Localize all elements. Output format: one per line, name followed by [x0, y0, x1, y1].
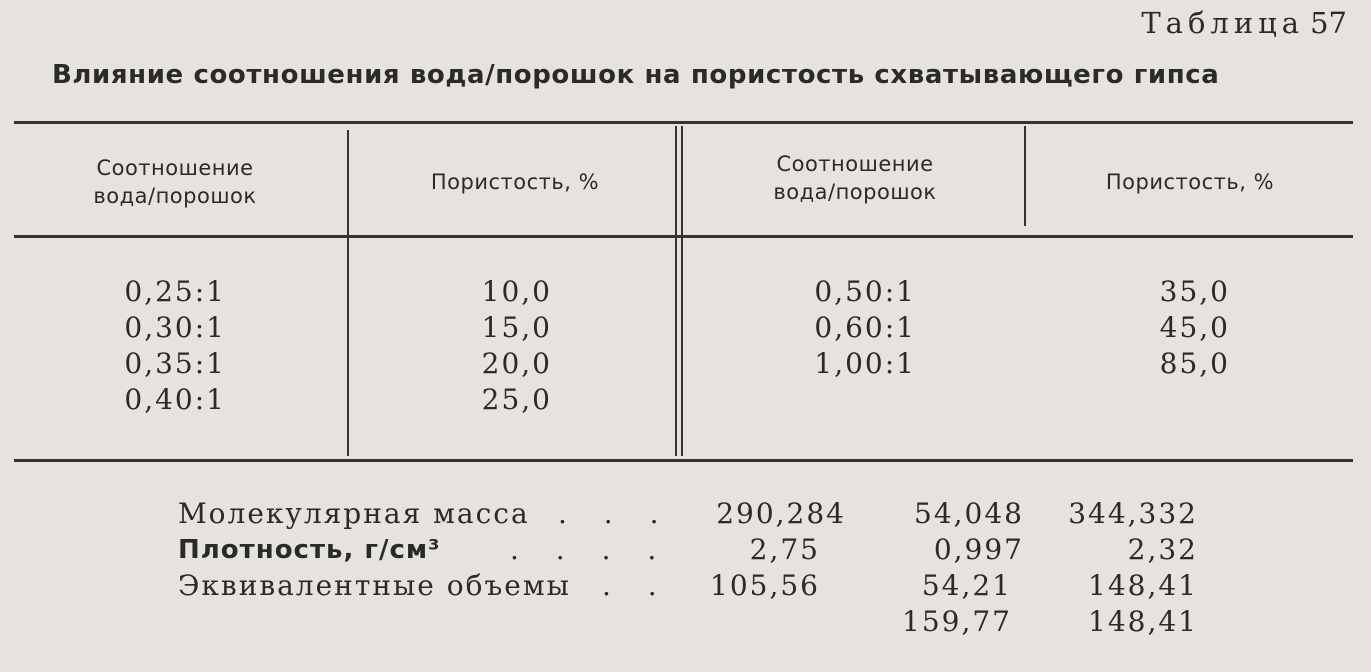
column-header-porosity-right [1060, 168, 1320, 196]
table-cell: 0,60:1 [814, 311, 916, 344]
table-cell: 25,0 [481, 383, 552, 416]
summary-label: Плотность, г/см³ [178, 535, 441, 565]
header-line: вода/порошок [773, 180, 937, 204]
porosity-column-left [420, 274, 552, 418]
summary-value: 344,332 [1068, 497, 1198, 530]
table-number-label [1141, 6, 1347, 40]
porosity-column-right [1100, 274, 1230, 382]
summary-value: 2,32 [1127, 533, 1198, 566]
summary-label: Молекулярная масса [178, 497, 530, 530]
double-divider-right [681, 126, 683, 456]
header-line: Пористость, % [1105, 170, 1275, 194]
table-cell: 0,30:1 [124, 311, 226, 344]
table-title: Влияние соотношения вода/порошок на пористость схватывающего гипса [52, 60, 1220, 90]
header-rule [14, 235, 1353, 238]
leader-dots: . . . [558, 497, 673, 530]
table-cell: 0,35:1 [124, 347, 226, 380]
double-divider-left [675, 126, 677, 456]
bottom-rule [14, 459, 1353, 462]
column-header-porosity-left [370, 168, 660, 196]
table-cell: 15,0 [481, 311, 552, 344]
column-divider [347, 130, 349, 456]
summary-value: 290,284 [716, 497, 846, 530]
summary-value: 105,56 [710, 569, 820, 602]
table-cell: 35,0 [1159, 275, 1230, 308]
table-cell: 1,00:1 [814, 347, 916, 380]
table-cell: 20,0 [481, 347, 552, 380]
summary-value: 0,997 [933, 533, 1024, 566]
summary-value: 148,41 [1088, 569, 1198, 602]
table-cell: 0,50:1 [814, 275, 916, 308]
summary-value: 159,77 [902, 605, 1012, 638]
leader-dots: . . . . [510, 533, 671, 566]
summary-label: Эквивалентные объемы [178, 569, 571, 602]
header-line: Соотношение [96, 156, 254, 180]
header-line: Пористость, % [430, 170, 600, 194]
top-rule [14, 121, 1353, 124]
table-cell: 85,0 [1159, 347, 1230, 380]
ratio-column-left [60, 274, 226, 418]
table-number: 57 [1310, 6, 1347, 40]
header-line: вода/порошок [93, 184, 257, 208]
table-cell: 45,0 [1159, 311, 1230, 344]
column-header-ratio-left [40, 154, 310, 210]
column-divider [1024, 126, 1026, 226]
table-label-word: Таблица [1141, 6, 1305, 40]
table-cell: 0,25:1 [124, 275, 226, 308]
summary-value: 54,048 [914, 497, 1024, 530]
table-cell: 0,40:1 [124, 383, 226, 416]
ratio-column-right [740, 274, 916, 382]
summary-value: 54,21 [921, 569, 1012, 602]
table-cell: 10,0 [481, 275, 552, 308]
summary-value: 2,75 [749, 533, 820, 566]
column-header-ratio-right [720, 150, 990, 206]
header-line: Соотношение [776, 152, 934, 176]
summary-value: 148,41 [1088, 605, 1198, 638]
leader-dots: . . [602, 569, 671, 602]
